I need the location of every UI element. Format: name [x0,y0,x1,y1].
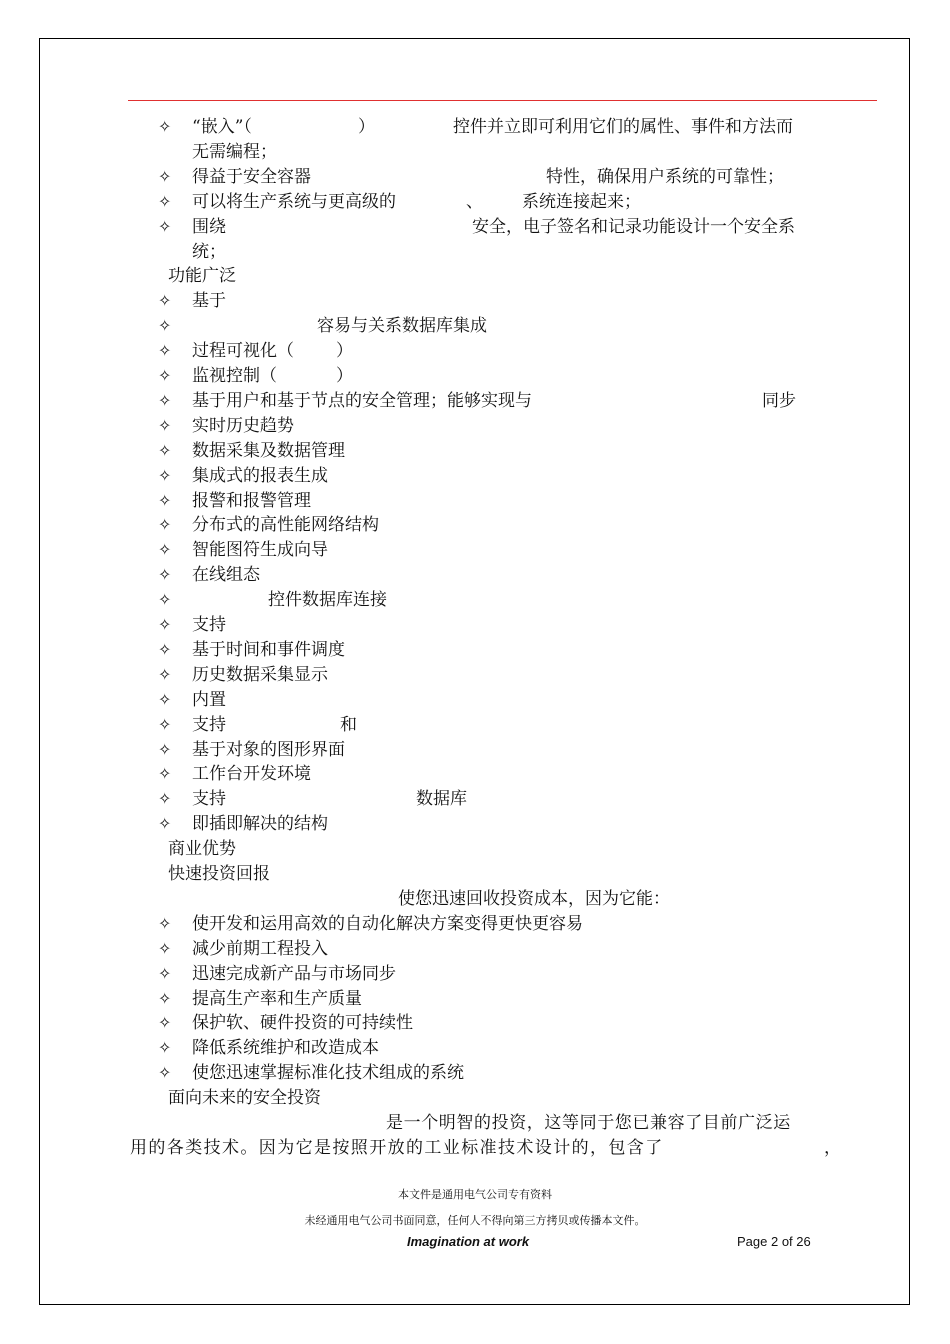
bullet-icon: ✧ [158,1038,172,1058]
text-segment: 减少前期工程投入 [192,938,328,959]
bullet-icon: ✧ [158,814,172,834]
text-segment: 和 [340,714,357,735]
text-segment: 降低系统维护和改造成本 [192,1038,379,1059]
bullet-icon: ✧ [158,913,172,933]
text-segment: 基于时间和事件调度 [192,639,345,660]
bullet-icon: ✧ [158,490,172,510]
text-segment: 使您迅速掌握标准化技术组成的系统 [192,1063,464,1084]
text-segment: 智能图符生成向导 [192,540,328,561]
bullet-icon: ✧ [158,1013,172,1033]
text-segment: 控件数据库连接 [268,590,387,611]
footer-copyright-notice: 未经通用电气公司书面同意，任何人不得向第三方拷贝或传播本文件。 [304,1214,646,1227]
text-segment: 是一个明智的投资，这等同于您已兼容了目前广泛运 [386,1113,791,1133]
text-segment: 得益于安全容器 [192,166,311,187]
text-segment: 基于 [192,291,226,312]
bullet-icon: ✧ [158,565,172,585]
text-segment: 特性，确保用户系统的可靠性； [546,166,784,187]
bullet-icon: ✧ [158,366,172,385]
page-number: Page 2 of 26 [737,1234,811,1249]
text-segment: 统； [192,241,226,262]
bullet-icon: ✧ [158,639,172,659]
bullet-icon: ✧ [158,664,172,684]
bullet-icon: ✧ [158,465,172,485]
footer-proprietary-notice: 本文件是通用电气公司专有资料 [398,1188,552,1201]
bullet-icon: ✧ [158,540,172,560]
bullet-icon: ✧ [158,440,172,460]
bullet-icon: ✧ [158,988,172,1008]
bullet-icon: ✧ [158,166,172,186]
text-segment: 系统连接起来； [522,191,641,212]
bullet-icon: ✧ [158,764,172,784]
text-segment: 提高生产率和生产质量 [192,988,362,1009]
bullet-icon: ✧ [158,590,172,610]
bullet-icon: ✧ [158,191,172,211]
text-segment: 可以将生产系统与更高级的 [192,191,396,212]
text-segment: 、 [466,191,483,212]
bullet-icon: ✧ [158,216,172,236]
text-segment: 支持 [192,615,226,635]
text-segment: 安全，电子签名和记录功能设计一个安全系 [472,216,795,237]
bullet-icon: ✧ [158,615,172,634]
text-segment: ） [336,366,353,386]
header-rule [128,100,877,101]
bullet-icon: ✧ [158,739,172,759]
section-heading: 快速投资回报 [168,864,270,884]
text-segment: 过程可视化（ [192,341,294,362]
text-segment: 支持 [192,789,226,810]
text-segment: 使开发和运用高效的自动化解决方案变得更快更容易 [192,913,583,934]
text-segment: ， [824,1137,841,1158]
text-segment: 支持 [192,714,226,735]
bullet-icon: ✧ [158,390,172,410]
text-segment: 分布式的高性能网络结构 [192,515,379,536]
text-segment: 即插即解决的结构 [192,814,328,835]
text-segment: 在线组态 [192,565,260,586]
text-segment: 数据采集及数据管理 [192,440,345,461]
text-segment: 同步 [762,390,796,411]
text-segment: 报警和报警管理 [192,490,311,511]
text-segment: 使您迅速回收投资成本，因为它能： [398,888,670,909]
text-segment: 基于用户和基于节点的安全管理；能够实现与 [192,390,532,411]
bullet-icon: ✧ [158,789,172,809]
bullet-icon: ✧ [158,415,172,435]
text-segment: 内置 [192,689,226,710]
bullet-icon: ✧ [158,316,172,336]
text-segment: 历史数据采集显示 [192,664,328,685]
bullet-icon: ✧ [158,1063,172,1083]
text-segment: 工作台开发环境 [192,764,311,785]
text-segment: 围绕 [192,216,226,237]
section-heading: 功能广泛 [168,266,236,287]
text-segment: 数据库 [416,789,467,810]
text-segment: 实时历史趋势 [192,415,294,436]
text-segment: 无需编程； [192,141,277,162]
text-segment: 用的各类技术。因为它是按照开放的工业标准技术设计的，包含了 [130,1137,664,1158]
text-segment: 监视控制（ [192,366,277,386]
bullet-icon: ✧ [158,117,172,136]
bullet-icon: ✧ [158,963,172,983]
bullet-icon: ✧ [158,291,172,311]
text-segment: 容易与关系数据库集成 [317,316,487,337]
bullet-icon: ✧ [158,714,172,734]
bullet-icon: ✧ [158,689,172,709]
bullet-icon: ✧ [158,515,172,535]
text-segment: ） [358,117,375,137]
footer-slogan: Imagination at work [407,1234,530,1249]
section-heading: 面向未来的安全投资 [168,1088,321,1109]
text-segment: 保护软、硬件投资的可持续性 [192,1013,413,1034]
bullet-icon: ✧ [158,938,172,958]
text-segment: ） [336,341,353,362]
text-segment: 迅速完成新产品与市场同步 [192,963,396,984]
bullet-icon: ✧ [158,341,172,361]
text-segment: 基于对象的图形界面 [192,739,345,760]
text-segment: 控件并立即可利用它们的属性、事件和方法而 [453,117,793,137]
section-heading: 商业优势 [168,839,236,860]
text-segment: 集成式的报表生成 [192,465,328,486]
text-segment: “嵌入”（ [192,117,252,137]
